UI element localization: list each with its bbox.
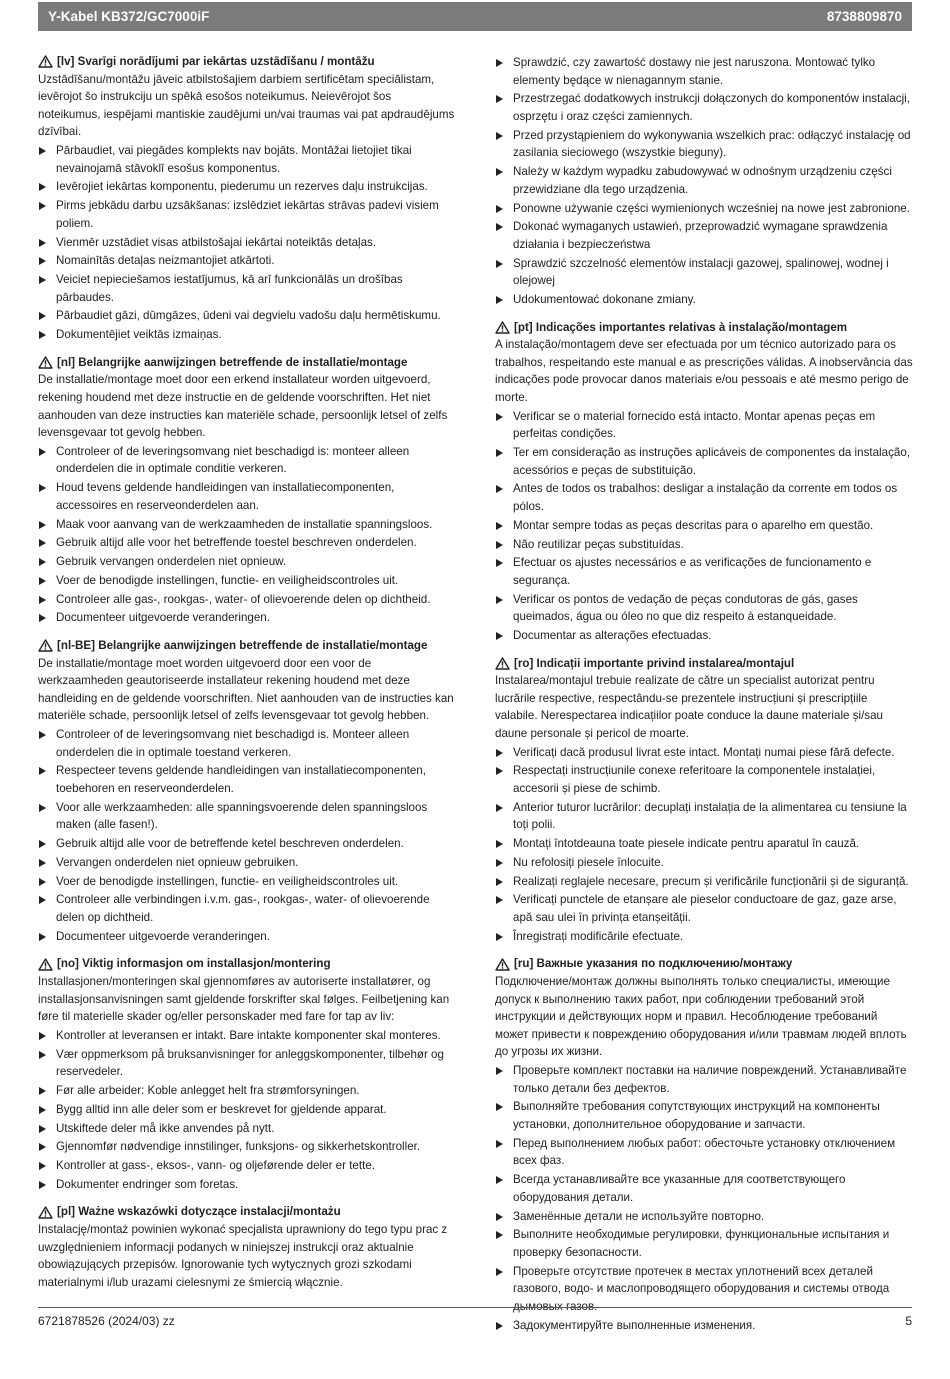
instruction-section	[38, 354, 456, 627]
list-item	[495, 90, 913, 125]
list-item	[495, 255, 913, 290]
list-item-text: Przestrzegać dodatkowych instrukcji dołączonych do komponentów instalacji, osprzętu i oraz części zamiennych.	[513, 92, 910, 123]
bullet-arrow-icon	[39, 521, 46, 529]
bullet-arrow-icon	[39, 257, 46, 265]
list-item-text: Documentar as alterações efectuadas.	[513, 629, 712, 643]
footer-doc-code: 6721878526 (2024/03) zz	[38, 1314, 175, 1328]
bullet-arrow-icon	[496, 596, 503, 604]
list-item	[495, 1062, 913, 1097]
list-item-text: Controleer of de leveringsomvang niet beschadigd is: monteer alleen onderdelen die in optimale conditie verkeren.	[56, 444, 410, 476]
list-item	[495, 480, 913, 515]
list-item-text: Nomainītās detaļas neizmantojiet atkārtoti.	[56, 254, 275, 268]
instruction-list	[495, 54, 913, 309]
list-item	[38, 835, 456, 853]
list-item	[38, 572, 456, 590]
list-item	[495, 835, 913, 853]
bullet-arrow-icon	[39, 1143, 46, 1151]
bullet-arrow-icon	[39, 448, 46, 456]
list-item	[38, 1046, 456, 1081]
bullet-arrow-icon	[39, 484, 46, 492]
section-intro: Installasjonen/monteringen skal gjennomføres av autoriserte installatører, og installasjonsanvisningen samt gjeldende forskrifter skal følges. Feilbetjening kan føre til materielle skader og/eller personskader med fare for tap av liv:	[38, 975, 450, 1024]
bullet-arrow-icon	[39, 1125, 46, 1133]
list-item-text: Før alle arbeider: Koble anlegget helt fra strømforsyningen.	[56, 1083, 360, 1097]
list-item-text: Всегда устанавливайте все указанные для соответствующего оборудования детали.	[513, 1173, 846, 1204]
list-item	[38, 854, 456, 872]
instruction-list	[38, 1027, 456, 1194]
list-item-text: Проверьте комплект поставки на наличие повреждений. Устанавливайте только детали без дефектов.	[513, 1064, 907, 1095]
list-item	[495, 444, 913, 479]
instruction-list	[38, 142, 456, 344]
list-item	[38, 1027, 456, 1045]
list-item	[38, 307, 456, 325]
list-item	[495, 127, 913, 162]
list-item	[495, 1171, 913, 1206]
bullet-arrow-icon	[39, 896, 46, 904]
list-item	[495, 517, 913, 535]
bullet-arrow-icon	[39, 147, 46, 155]
list-item-text: Voer de benodigde instellingen, functie- en veiligheidscontroles uit.	[56, 573, 399, 587]
section-heading	[495, 955, 913, 973]
footer-divider	[38, 1307, 912, 1308]
list-item	[38, 479, 456, 514]
list-item	[495, 799, 913, 834]
bullet-arrow-icon	[39, 596, 46, 604]
bullet-arrow-icon	[39, 312, 46, 320]
bullet-arrow-icon	[39, 614, 46, 622]
section-heading	[38, 1203, 456, 1221]
list-item-text: Înregistrați modificările efectuate.	[513, 929, 684, 943]
list-item	[495, 873, 913, 891]
bullet-arrow-icon	[39, 859, 46, 867]
section-title: [ru] Важные указания по подключению/монтажу	[514, 957, 793, 971]
list-item	[38, 252, 456, 270]
bullet-arrow-icon	[39, 1162, 46, 1170]
section-title: [no] Viktig informasjon om installasjon/montering	[57, 957, 331, 971]
bullet-arrow-icon	[496, 632, 503, 640]
list-item	[38, 271, 456, 306]
list-item	[495, 928, 913, 946]
list-item-text: Выполняйте требования сопутствующих инструкций на компоненты установки, дополнительное оборудование и запчасти.	[513, 1100, 880, 1131]
section-intro: De installatie/montage moet door een erkend installateur worden uitgevoerd, rekening houdend met deze instructie en de geldende voorschriften. Het niet aanhouden van deze instructies kan materiële schade, persoonlijk letsel of zelfs levensgevaar tot gevolg hebben.	[38, 373, 448, 440]
bullet-arrow-icon	[496, 205, 503, 213]
list-item	[495, 1208, 913, 1226]
list-item	[38, 326, 456, 344]
product-title: Y-Kabel KB372/GC7000iF	[48, 9, 210, 24]
bullet-arrow-icon	[496, 485, 503, 493]
list-item-text: Houd tevens geldende handleidingen van installatiecomponenten, accessoires en reserveonderdelen aan.	[56, 481, 395, 512]
list-item	[38, 591, 456, 609]
list-item-text: Controleer alle gas-, rookgas-, water- of olievoerende delen op dichtheid.	[56, 592, 431, 606]
bullet-arrow-icon	[39, 767, 46, 775]
section-title: [ro] Indicații importante privind instalarea/montajul	[514, 656, 795, 670]
bullet-arrow-icon	[496, 168, 503, 176]
section-heading	[38, 637, 456, 655]
list-item-text: Dokumenter endringer som foretas.	[56, 1177, 239, 1191]
bullet-arrow-icon	[39, 1051, 46, 1059]
section-intro: A instalação/montagem deve ser efectuada por um técnico autorizado para os trabalhos, respeitando este manual e as prescrições válidas. A inobservância das indicações pode provocar danos materiais e/ou pessoais e até mesmo perigo de morte.	[495, 338, 913, 404]
bullet-arrow-icon	[39, 539, 46, 547]
list-item	[38, 534, 456, 552]
list-item-text: Documenteer uitgevoerde veranderingen.	[56, 611, 270, 625]
list-item	[495, 536, 913, 554]
list-item-text: Nu refolosiți piesele înlocuite.	[513, 855, 664, 869]
instruction-list	[38, 443, 456, 627]
bullet-arrow-icon	[39, 577, 46, 585]
list-item-text: Não reutilizar peças substituídas.	[513, 537, 684, 551]
section-intro: Instalarea/montajul trebuie realizate de către un specialist autorizat pentru lucrările respective, respectându-se prezentele instrucțiuni și prescripțiile valabile. Nerespectarea indicațiilor poate conduce la daune materiale și/sau daune personale și pericol de moarte.	[495, 674, 883, 740]
instruction-section	[495, 319, 913, 645]
list-item-text: Kontroller at leveransen er intakt. Bare intakte komponenter skal monteres.	[56, 1028, 441, 1042]
list-item	[495, 1226, 913, 1261]
list-item	[38, 234, 456, 252]
bullet-arrow-icon	[496, 896, 503, 904]
instruction-section	[38, 637, 456, 945]
right-column	[495, 53, 913, 1344]
bullet-arrow-icon	[496, 933, 503, 941]
list-item-text: Sprawdzić szczelność elementów instalacji gazowej, spalinowej, wodnej i olejowej	[513, 256, 889, 288]
warning-icon	[495, 321, 510, 334]
section-heading	[38, 955, 456, 973]
instruction-section	[38, 53, 456, 344]
bullet-arrow-icon	[496, 95, 503, 103]
list-item-text: Gebruik vervangen onderdelen niet opnieuw.	[56, 555, 287, 569]
list-item-text: Kontroller at gass-, eksos-, vann- og oljeførende deler er tette.	[56, 1159, 375, 1173]
list-item	[38, 197, 456, 232]
warning-icon	[38, 1206, 53, 1219]
bullet-arrow-icon	[496, 1140, 503, 1148]
list-item-text: Перед выполнением любых работ: обесточьте установку отключением всех фаз.	[513, 1136, 896, 1168]
bullet-arrow-icon	[496, 223, 503, 231]
list-item	[495, 762, 913, 797]
list-item-text: Задокументируйте выполненные изменения.	[513, 1318, 756, 1332]
bullet-arrow-icon	[39, 1181, 46, 1189]
warning-icon	[495, 958, 510, 971]
warning-icon	[495, 657, 510, 670]
bullet-arrow-icon	[496, 559, 503, 567]
list-item	[38, 1176, 456, 1194]
list-item-text: Voor alle werkzaamheden: alle spanningsvoerende delen spanningsloos maken (alle fasen!).	[56, 800, 428, 832]
list-item-text: Pārbaudiet gāzi, dūmgāzes, ūdeni vai degvielu vadošu daļu hermētiskumu.	[56, 309, 441, 323]
bullet-arrow-icon	[39, 331, 46, 339]
bullet-arrow-icon	[496, 1213, 503, 1221]
list-item-text: Заменённые детали не используйте повторно.	[513, 1209, 765, 1223]
section-title: [pl] Ważne wskazówki dotyczące instalacji/montażu	[57, 1205, 341, 1219]
list-item	[38, 1082, 456, 1100]
bullet-arrow-icon	[496, 840, 503, 848]
list-item-text: Anterior tuturor lucrărilor: decuplați instalația de la alimentarea cu tensiune la toți polii.	[513, 800, 907, 832]
section-title: [lv] Svarīgi norādījumi par iekārtas uzstādīšanu / montāžu	[57, 55, 375, 68]
list-item-text: Vienmēr uzstādiet visas atbilstošajai iekārtai noteiktās detaļas.	[56, 235, 377, 249]
instruction-list	[495, 408, 913, 645]
bullet-arrow-icon	[39, 804, 46, 812]
list-item-text: Dokonać wymaganych ustawień, przeprowadzić wymagane sprawdzenia działania i bezpieczeństwa	[513, 220, 888, 251]
list-item-text: Respecteer tevens geldende handleidingen van installatiecomponenten, toebehoren en reserveonderdelen.	[56, 764, 426, 795]
list-item-text: Udokumentować dokonane zmiany.	[513, 293, 696, 307]
list-item	[495, 163, 913, 198]
list-item-text: Dokumentējiet veiktās izmaiņas.	[56, 328, 222, 342]
page-header	[38, 2, 912, 31]
list-item-text: Gebruik altijd alle voor de betreffende ketel beschreven onderdelen.	[56, 837, 404, 851]
list-item	[38, 799, 456, 834]
list-item	[38, 726, 456, 761]
list-item	[38, 1138, 456, 1156]
section-intro: De installatie/montage moet worden uitgevoerd door een voor de werkzaamheden geautoriseerde installateur rekening houdend met deze handleiding en de geldende voorschriften. Niet aanhouden van de instructies kan materiële schade, persoonlijk letsel of zelfs levensgevaar tot gevolg hebben.	[38, 656, 454, 723]
bullet-arrow-icon	[496, 413, 503, 421]
list-item-text: Voer de benodigde instellingen, functie- en veiligheidscontroles uit.	[56, 874, 399, 888]
list-item	[495, 408, 913, 443]
bullet-arrow-icon	[496, 1067, 503, 1075]
list-item	[38, 178, 456, 196]
list-item	[38, 443, 456, 478]
list-item-text: Gjennomfør nødvendige innstilinger, funksjons- og sikkerhetskontroller.	[56, 1140, 421, 1154]
list-item	[495, 627, 913, 645]
document-number: 8738809870	[826, 9, 902, 24]
bullet-arrow-icon	[39, 558, 46, 566]
list-item-text: Maak voor aanvang van de werkzaamheden de installatie spanningsloos.	[56, 517, 433, 531]
bullet-arrow-icon	[496, 1322, 503, 1330]
list-item-text: Verificar os pontos de vedação de peças condutoras de gás, gases queimados, água ou óleo no que diz respeito à estanqueidade.	[513, 592, 858, 624]
list-item	[38, 142, 456, 177]
list-item	[38, 891, 456, 926]
list-item-text: Verificați dacă produsul livrat este intact. Montați numai piese fără defecte.	[513, 745, 895, 759]
list-item-text: Pirms jebkādu darbu uzsākšanas: izslēdziet iekārtas strāvas padevi visiem poliem.	[56, 199, 439, 230]
list-item-text: Montați întotdeauna toate piesele indicate pentru aparatul în cauză.	[513, 837, 860, 851]
list-item-text: Ponowne używanie części wymienionych wcześniej na nowe jest zabronione.	[513, 201, 910, 215]
bullet-arrow-icon	[39, 183, 46, 191]
section-intro: Uzstādīšanu/montāžu jāveic atbilstošajiem darbiem sertificētam speciālistam, ievērojot šo instrukciju un spēkā esošos noteikumus. Neievērojot šos noteikumus, iespējami mantiskie zaudējumi un/vai traumas vai pat apdraudējums dzīvībai.	[38, 72, 455, 139]
bullet-arrow-icon	[39, 239, 46, 247]
list-item-text: Veiciet nepieciešamos iestatījumus, kā arī funkcionālās un drošības pārbaudes.	[56, 273, 403, 304]
list-item-text: Controleer alle verbindingen i.v.m. gas-, rookgas-, water- of olievoerende delen op dichtheid.	[56, 893, 430, 925]
list-item	[38, 553, 456, 571]
list-item	[495, 1098, 913, 1133]
list-item	[38, 873, 456, 891]
section-title: [pt] Indicações importantes relativas à instalação/montagem	[514, 320, 848, 334]
bullet-arrow-icon	[496, 296, 503, 304]
list-item-text: Realizați reglajele necesare, precum și verificările funcționării și de siguranță.	[513, 874, 909, 888]
list-item	[38, 609, 456, 627]
list-item-text: Vær oppmerksom på bruksanvisninger for anleggskomponenter, tilbehør og reservedeler.	[56, 1047, 444, 1079]
warning-icon	[38, 356, 53, 369]
list-item-text: Verificați punctele de etanșare ale pieselor conductoare de gaz, gaze arse, apă sau ulei în privința etanșeității.	[513, 893, 897, 925]
bullet-arrow-icon	[496, 749, 503, 757]
instruction-list	[495, 744, 913, 946]
section-intro: Instalację/montaż powinien wykonać specjalista uprawniony do tego typu prac z uwzględnieniem informacji podanych w niniejszej instrukcji oraz aktualnie obowiązujących przepisów. Ignorowanie tych wytycznych grozi szkodami materialnymi i/lub urazami cielesnymi ze śmiercią włącznie.	[38, 1223, 448, 1289]
list-item	[495, 854, 913, 872]
bullet-arrow-icon	[496, 1231, 503, 1239]
list-item-text: Antes de todos os trabalhos: desligar a instalação da corrente em todos os pólos.	[513, 482, 898, 513]
list-item	[495, 744, 913, 762]
list-item	[38, 1157, 456, 1175]
section-heading	[495, 655, 913, 673]
list-item	[495, 54, 913, 89]
list-item-text: Ievērojiet iekārtas komponentu, piederumu un rezerves daļu instrukcijas.	[56, 180, 428, 194]
section-heading	[38, 53, 456, 71]
list-item-text: Gebruik altijd alle voor het betreffende toestel beschreven onderdelen.	[56, 536, 417, 550]
bullet-arrow-icon	[496, 1176, 503, 1184]
list-item	[495, 200, 913, 218]
bullet-arrow-icon	[39, 276, 46, 284]
list-item-text: Bygg alltid inn alle deler som er beskrevet for gjeldende apparat.	[56, 1102, 387, 1116]
list-item-text: Vervangen onderdelen niet opnieuw gebruiken.	[56, 855, 299, 869]
list-item	[495, 1135, 913, 1170]
list-item-text: Выполните необходимые регулировки, функциональные испытания и проверку безопасности.	[513, 1228, 890, 1259]
list-item-text: Documenteer uitgevoerde veranderingen.	[56, 929, 270, 943]
bullet-arrow-icon	[496, 767, 503, 775]
instruction-section	[38, 955, 456, 1193]
list-item-text: Ter em consideração as instruções aplicáveis de componentes da instalação, acessórios e peças de substituição.	[513, 445, 910, 477]
warning-icon	[38, 639, 53, 652]
section-heading	[38, 354, 456, 372]
section-title: [nl] Belangrijke aanwijzingen betreffende de installatie/montage	[57, 355, 408, 369]
page-number: 5	[905, 1314, 912, 1328]
list-item-text: Respectați instrucțiunile conexe referitoare la componentele instalației, accesorii și piese de schimb.	[513, 764, 876, 795]
section-title: [nl-BE] Belangrijke aanwijzingen betreffende de installatie/montage	[57, 639, 428, 653]
bullet-arrow-icon	[39, 1087, 46, 1095]
list-item-text: Utskiftede deler må ikke anvendes på nytt.	[56, 1121, 275, 1135]
instruction-section	[38, 1203, 456, 1291]
list-item-text: Pārbaudiet, vai piegādes komplekts nav bojāts. Montāžai lietojiet tikai nevainojamā stāvoklī esošus komponentus.	[56, 143, 412, 175]
warning-icon	[38, 958, 53, 971]
bullet-arrow-icon	[39, 878, 46, 886]
bullet-arrow-icon	[496, 859, 503, 867]
bullet-arrow-icon	[39, 1032, 46, 1040]
bullet-arrow-icon	[496, 59, 503, 67]
bullet-arrow-icon	[496, 522, 503, 530]
left-column	[38, 53, 456, 1301]
list-item-text: Efectuar os ajustes necessários e as verificações de funcionamento e segurança.	[513, 556, 872, 587]
list-item	[38, 516, 456, 534]
list-item-text: Sprawdzić, czy zawartość dostawy nie jest naruszona. Montować tylko elementy będące w nienagannym stanie.	[513, 56, 876, 87]
list-item-text: Przed przystąpieniem do wykonywania wszelkich prac: odłączyć instalację od zasilania sieciowego (wszystkie bieguny).	[513, 128, 911, 160]
section-intro: Подключение/монтаж должны выполнять только специалисты, имеющие допуск к выполнению таких работ, при соблюдении требований этой инструкции и действующих норм и правил. Несоблюдение требований может привести к повреждению оборудования и/или травмам людей вплоть до угрозы их жизни.	[495, 975, 907, 1059]
instruction-section	[495, 955, 913, 1334]
list-item	[38, 762, 456, 797]
list-item-text: Controleer of de leveringsomvang niet beschadigd is. Monteer alleen onderdelen die in optimale toestand verkeren.	[56, 728, 410, 759]
list-item	[38, 1120, 456, 1138]
instruction-list	[495, 1062, 913, 1334]
instruction-section	[495, 54, 913, 309]
list-item	[495, 591, 913, 626]
bullet-arrow-icon	[39, 731, 46, 739]
bullet-arrow-icon	[39, 1106, 46, 1114]
bullet-arrow-icon	[496, 1103, 503, 1111]
bullet-arrow-icon	[39, 202, 46, 210]
section-heading	[495, 319, 913, 337]
instruction-section	[495, 655, 913, 946]
instruction-list	[38, 726, 456, 945]
bullet-arrow-icon	[496, 132, 503, 140]
list-item	[38, 928, 456, 946]
list-item	[495, 554, 913, 589]
bullet-arrow-icon	[496, 449, 503, 457]
list-item-text: Verificar se o material fornecido está intacto. Montar apenas peças em perfeitas condições.	[513, 409, 876, 441]
list-item-text: Montar sempre todas as peças descritas para o aparelho em questão.	[513, 518, 874, 532]
list-item	[495, 291, 913, 309]
list-item	[495, 218, 913, 253]
bullet-arrow-icon	[496, 260, 503, 268]
bullet-arrow-icon	[39, 933, 46, 941]
bullet-arrow-icon	[496, 1268, 503, 1276]
list-item	[495, 891, 913, 926]
list-item	[38, 1101, 456, 1119]
bullet-arrow-icon	[496, 541, 503, 549]
list-item	[495, 1317, 913, 1335]
warning-icon	[38, 55, 53, 68]
list-item-text: Проверьте отсутствие протечек в местах уплотнений всех деталей газового, водо- и маслопроводящего оборудования и системы отвода	[513, 1264, 890, 1296]
bullet-arrow-icon	[496, 804, 503, 812]
bullet-arrow-icon	[496, 878, 503, 886]
list-item-text: Należy w każdym wypadku zabudowywać w odnośnym urządzeniu części przewidziane dla tego urządzenia.	[513, 165, 892, 196]
bullet-arrow-icon	[39, 840, 46, 848]
